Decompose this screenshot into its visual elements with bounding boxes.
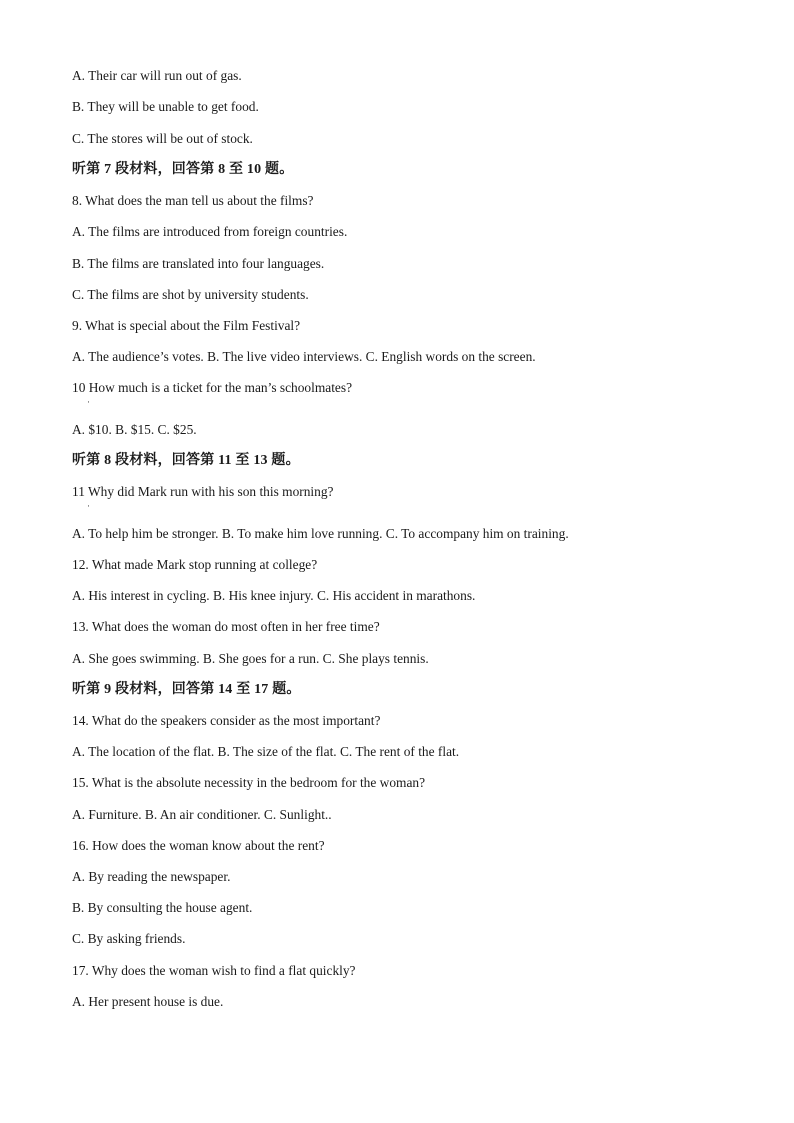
option-line: A. $10. B. $15. C. $25.: [72, 422, 197, 437]
question-line: 14. What do the speakers consider as the most important?: [72, 713, 381, 728]
option-line: A. To help him be stronger. B. To make him love running. C. To accompany him on training.: [72, 526, 569, 541]
question-line: 8. What does the man tell us about the films?: [72, 193, 314, 208]
question-line: 12. What made Mark stop running at college?: [72, 557, 318, 572]
option-line: A. His interest in cycling. B. His knee injury. C. His accident in marathons.: [72, 588, 476, 603]
dot-mark: ·: [87, 397, 90, 407]
question-line: 16. How does the woman know about the rent?: [72, 838, 325, 853]
option-line: A. The audience’s votes. B. The live video interviews. C. English words on the screen.: [72, 349, 536, 364]
option-line: B. The films are translated into four languages.: [72, 256, 325, 271]
question-line: 17. Why does the woman wish to find a flat quickly?: [72, 963, 356, 978]
option-line: A. Their car will run out of gas.: [72, 68, 242, 83]
option-line: A. The films are introduced from foreign countries.: [72, 224, 348, 239]
question-line: 9. What is special about the Film Festival?: [72, 318, 301, 333]
option-line: A. Her present house is due.: [72, 994, 224, 1009]
section-heading: 听第 8 段材料，回答第 11 至 13 题。: [72, 453, 300, 468]
option-line: A. By reading the newspaper.: [72, 869, 231, 884]
option-line: A. Furniture. B. An air conditioner. C. Sunlight..: [72, 807, 332, 822]
dot-mark: ·: [87, 501, 90, 511]
section-heading: 听第 7 段材料，回答第 8 至 10 题。: [72, 162, 294, 177]
question-line: 11 Why did Mark run with his son this morning?: [72, 484, 334, 499]
section-heading: 听第 9 段材料，回答第 14 至 17 题。: [72, 682, 301, 697]
option-line: B. By consulting the house agent.: [72, 900, 253, 915]
option-line: C. The films are shot by university students.: [72, 287, 309, 302]
option-line: C. By asking friends.: [72, 931, 186, 946]
question-line: 13. What does the woman do most often in her free time?: [72, 619, 380, 634]
option-line: A. She goes swimming. B. She goes for a run. C. She plays tennis.: [72, 651, 429, 666]
option-line: C. The stores will be out of stock.: [72, 131, 253, 146]
question-line: 10 How much is a ticket for the man’s schoolmates?: [72, 380, 353, 395]
option-line: A. The location of the flat. B. The size of the flat. C. The rent of the flat.: [72, 744, 460, 759]
option-line: B. They will be unable to get food.: [72, 99, 259, 114]
question-line: 15. What is the absolute necessity in the bedroom for the woman?: [72, 775, 426, 790]
